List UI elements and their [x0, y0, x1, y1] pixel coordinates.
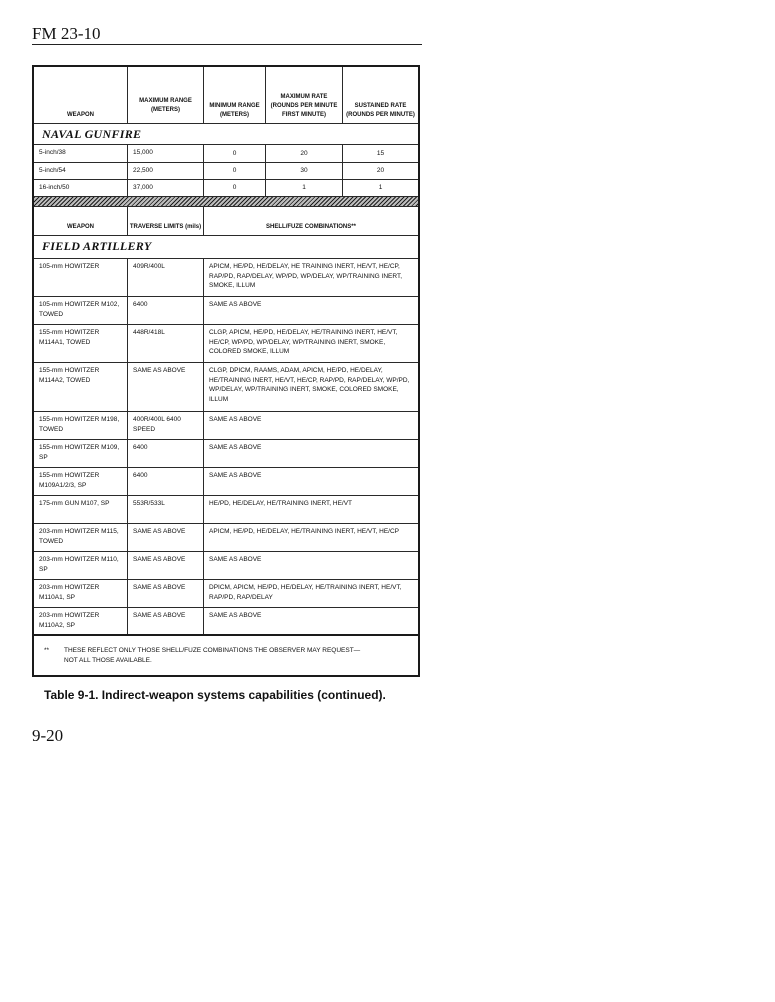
table-footnote — [34, 637, 418, 666]
footnote-line — [44, 646, 418, 656]
header-rule — [32, 44, 422, 45]
max-range-cell: 22,500 — [128, 163, 204, 179]
weapon-cell: 203-mm HOWITZER M110A1, SP — [34, 580, 128, 607]
shell-fuze-cell: HE/PD, HE/DELAY, HE/TRAINING INERT, HE/VT — [209, 500, 353, 507]
naval-header-row — [34, 67, 418, 124]
shell-fuze-cell: SAME AS ABOVE — [209, 472, 262, 479]
traverse-cell: 409R/400L — [128, 259, 204, 296]
traverse-cell: 553R/533L — [128, 496, 204, 523]
shell-fuze-cell: SAME AS ABOVE — [209, 301, 262, 308]
footnote-text: THESE REFLECT ONLY THOSE SHELL/FUZE COMBINATIONS THE OBSERVER MAY REQUEST— — [64, 647, 361, 654]
col-header-sustained-rate: SUSTAINED RATE (ROUNDS PER MINUTE) — [346, 103, 415, 118]
footnote-marker: ** — [44, 647, 50, 654]
artillery-header-row — [34, 207, 418, 236]
weapon-cell: 155-mm HOWITZER M109, SP — [34, 440, 128, 467]
traverse-cell: SAME AS ABOVE — [128, 552, 204, 579]
sustained-rate-cell: 15 — [376, 149, 385, 157]
weapon-cell: 203-mm HOWITZER M115, TOWED — [34, 524, 128, 551]
capabilities-table — [32, 65, 420, 677]
shell-fuze-cell: SAME AS ABOVE — [209, 444, 262, 451]
shell-fuze-cell: APICM, HE/PD, HE/DELAY, HE TRAINING INERT, HE/VT, HE/CP, RAP/PD, RAP/DELAY, WP/PD, WP/DELAY, WP/TRAINING INERT, SMOKE, ILLUM — [209, 263, 402, 289]
table-row — [34, 552, 418, 580]
page-number: 9-20 — [32, 726, 64, 745]
table-row — [34, 524, 418, 552]
traverse-cell: SAME AS ABOVE — [128, 580, 204, 607]
min-range-cell: 0 — [204, 180, 266, 196]
traverse-cell: 400R/400L 6400 SPEED — [128, 412, 204, 439]
table-caption: Table 9-1. Indirect-weapon systems capabilities (continued). — [44, 688, 386, 702]
weapon-cell: 155-mm HOWITZER M114A1, TOWED — [34, 325, 128, 362]
table-row — [34, 145, 418, 163]
shell-fuze-cell: CLGP, DPICM, RAAMS, ADAM, APICM, HE/PD, HE/DELAY, HE/TRAINING INERT, HE/VT, HE/CP, RAP/PD, RAP/DELAY, WP/PD, WP/DELAY, WP/TRAINING INERT, SMOKE, COLORED SMOKE, ILLUM — [209, 367, 410, 403]
col-header-weapon: WEAPON — [34, 207, 128, 235]
max-rate-cell: 1 — [266, 180, 343, 196]
weapon-cell: 155-mm HOWITZER M198, TOWED — [34, 412, 128, 439]
shell-fuze-cell: APICM, HE/PD, HE/DELAY, HE/TRAINING INERT, HE/VT, HE/CP — [209, 528, 399, 535]
col-header-traverse-limits: TRAVERSE LIMITS (mils) — [128, 207, 204, 235]
traverse-cell: 6400 — [128, 440, 204, 467]
section-title-field-artillery: FIELD ARTILLERY — [34, 236, 418, 259]
table-row — [34, 325, 418, 363]
section-title-naval-gunfire: NAVAL GUNFIRE — [34, 124, 418, 145]
traverse-cell: 6400 — [128, 468, 204, 495]
col-header-max-range: MAXIMUM RANGE (METERS) — [128, 67, 204, 123]
col-header-max-rate: MAXIMUM RATE (ROUNDS PER MINUTE FIRST MINUTE) — [266, 67, 343, 123]
table-row — [34, 297, 418, 325]
weapon-cell: 155-mm HOWITZER M114A2, TOWED — [34, 363, 128, 411]
max-rate-cell: 20 — [266, 145, 343, 162]
table-row — [34, 180, 418, 197]
sustained-rate-cell: 20 — [376, 167, 385, 175]
table-row — [34, 580, 418, 608]
shell-fuze-cell: DPICM, APICM, HE/PD, HE/DELAY, HE/TRAINING INERT, HE/VT, RAP/PD, RAP/DELAY — [209, 584, 402, 601]
weapon-cell: 5-inch/54 — [34, 163, 128, 179]
table-row — [34, 363, 418, 412]
shell-fuze-cell: CLGP, APICM, HE/PD, HE/DELAY, HE/TRAINING INERT, HE/VT, HE/CP, WP/PD, WP/DELAY, WP/TRAINING INERT, SMOKE, COLORED SMOKE, ILLUM — [209, 329, 398, 355]
table-row — [34, 440, 418, 468]
weapon-cell: 105-mm HOWITZER M102, TOWED — [34, 297, 128, 324]
weapon-cell: 203-mm HOWITZER M110A2, SP — [34, 608, 128, 634]
shell-fuze-cell: SAME AS ABOVE — [209, 416, 262, 423]
table-row — [34, 468, 418, 496]
col-header-shell-fuze: SHELL/FUZE COMBINATIONS** — [266, 224, 356, 230]
running-header: FM 23-10 — [32, 24, 101, 43]
table-row — [34, 608, 418, 636]
max-rate-cell: 30 — [266, 163, 343, 179]
max-range-cell: 15,000 — [128, 145, 204, 162]
weapon-cell: 105-mm HOWITZER — [34, 259, 128, 296]
traverse-cell: SAME AS ABOVE — [128, 524, 204, 551]
table-row — [34, 163, 418, 180]
min-range-cell: 0 — [204, 163, 266, 179]
table-row — [34, 496, 418, 524]
sustained-rate-cell: 1 — [378, 184, 383, 192]
traverse-cell: 6400 — [128, 297, 204, 324]
table-row — [34, 412, 418, 440]
traverse-cell: SAME AS ABOVE — [128, 363, 204, 411]
section-divider — [34, 197, 418, 207]
shell-fuze-cell: SAME AS ABOVE — [209, 612, 262, 619]
weapon-cell: 203-mm HOWITZER M110, SP — [34, 552, 128, 579]
weapon-cell: 16-inch/50 — [34, 180, 128, 196]
weapon-cell: 155-mm HOWITZER M109A1/2/3, SP — [34, 468, 128, 495]
weapon-cell: 5-inch/38 — [34, 145, 128, 162]
max-range-cell: 37,000 — [128, 180, 204, 196]
traverse-cell: 448R/418L — [128, 325, 204, 362]
min-range-cell: 0 — [204, 145, 266, 162]
shell-fuze-cell: SAME AS ABOVE — [209, 556, 262, 563]
table-row — [34, 259, 418, 297]
traverse-cell: SAME AS ABOVE — [128, 608, 204, 634]
weapon-cell: 175-mm GUN M107, SP — [34, 496, 128, 523]
col-header-min-range: MINIMUM RANGE (METERS) — [204, 67, 266, 123]
col-header-weapon: WEAPON — [34, 67, 128, 123]
footnote-continuation: NOT ALL THOSE AVAILABLE. — [64, 657, 152, 664]
